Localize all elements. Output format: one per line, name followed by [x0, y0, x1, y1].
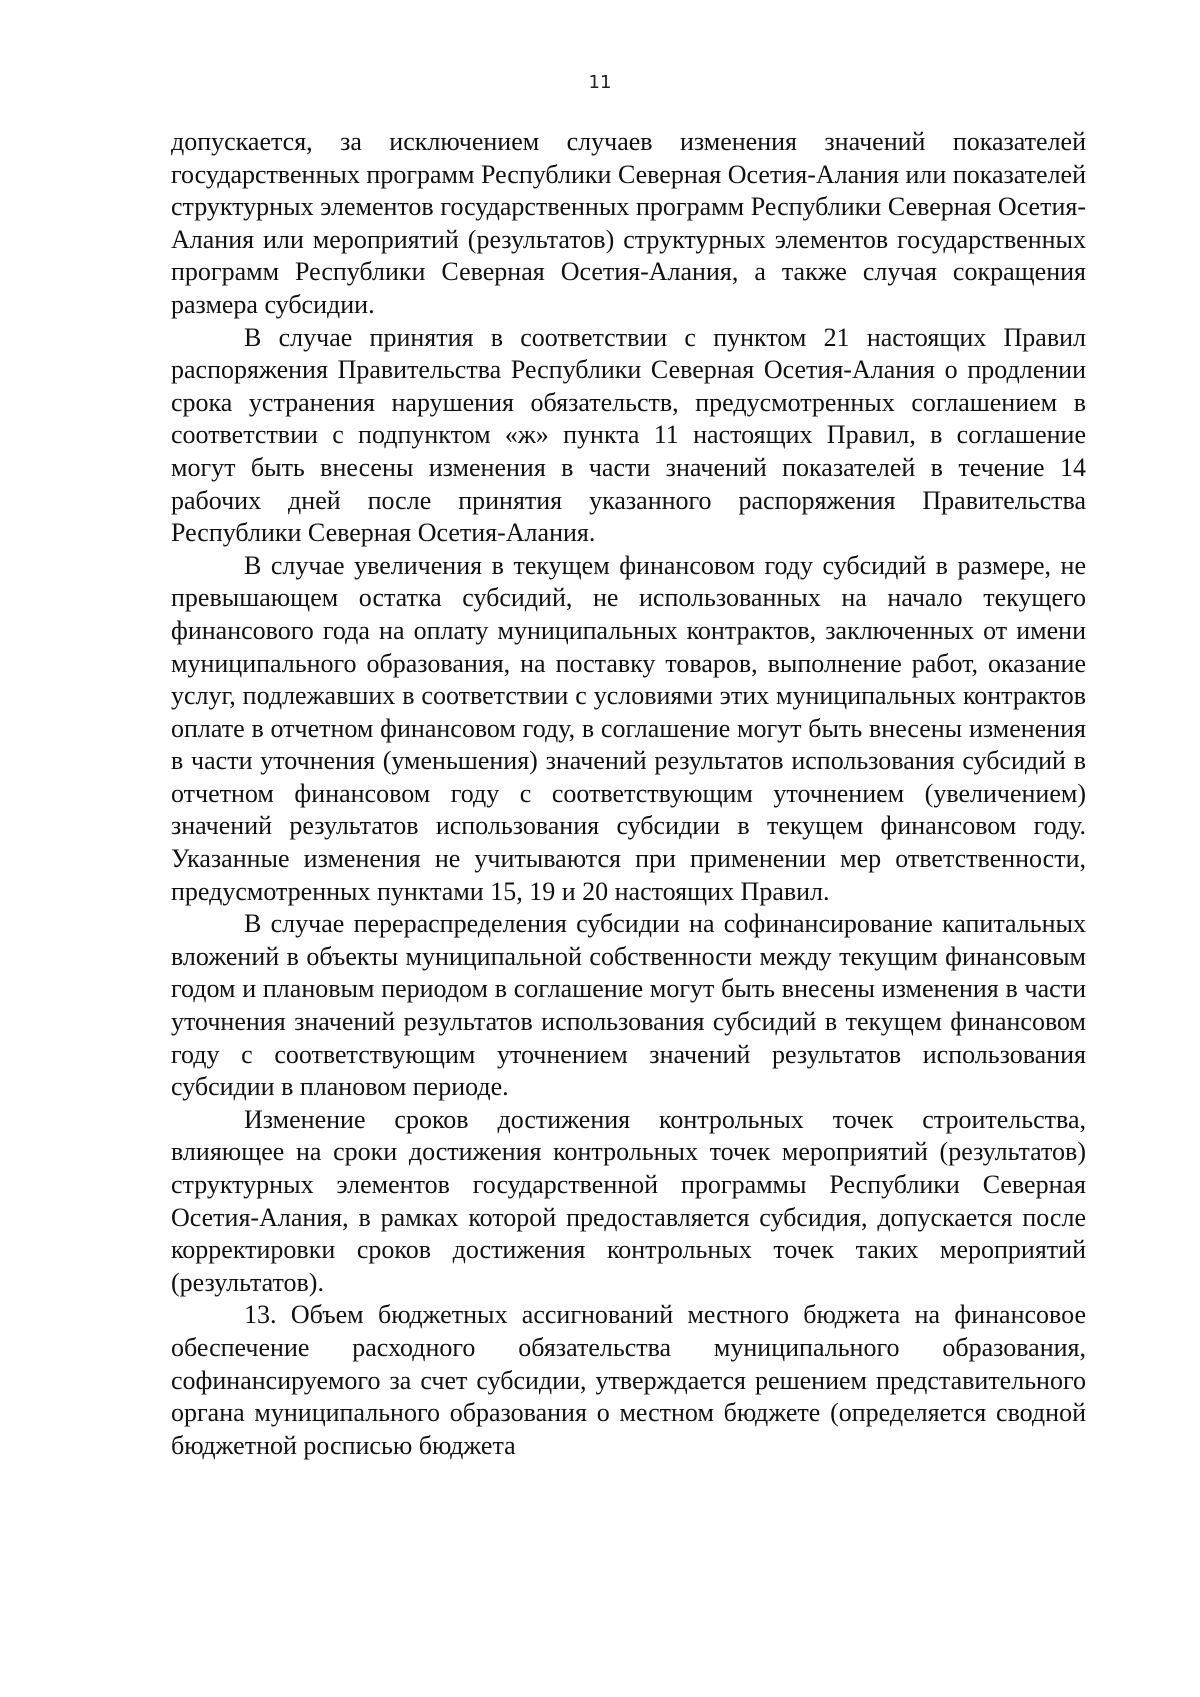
paragraph-6: 13. Объем бюджетных ассигнований местного бюджета на финансовое обеспечение расходного обязательства муниципального образования, софинансируемого за счет субсидии, утверждается решением представительного органа муниципального образования о местном бюджете (определяется сводной бюджетной росписью бюджета — [171, 1300, 1086, 1460]
paragraph-5: Изменение сроков достижения контрольных точек строительства, влияющее на сроки достижения контрольных точек мероприятий (результатов) структурных элементов государственной программы Республики Северная Осетия-Алания, в рамках которой предоставляется субсидия, допускается после корректировки сроков достижения контрольных точек таких мероприятий (результатов). — [171, 1104, 1086, 1297]
paragraph-4: В случае перераспределения субсидии на софинансирование капитальных вложений в объекты муниципальной собственности между текущим финансовым годом и плановым периодом в соглашение могут быть внесены изменения в части уточнения значений результатов использования субсидий в текущем финансовом году с соответствующим уточнением значений результатов использования субсидии в плановом периоде. — [171, 909, 1086, 1102]
paragraph-1: допускается, за исключением случаев изменения значений показателей государственных программ Республики Северная Осетия-Алания или показателей структурных элементов государственных программ Республики Северная Осетия-Алания или мероприятий (результатов) структурных элементов государственных программ Республики Северная Осетия-Алания, а также случая сокращения размера субсидии. — [171, 127, 1086, 319]
paragraph-3: В случае увеличения в текущем финансовом году субсидий в размере, не превышающем остатка субсидий, не использованных на начало текущего финансового года на оплату муниципальных контрактов, заключенных от имени муниципального образования, на поставку товаров, выполнение работ, оказание услуг, подлежавших в соответствии с условиями этих муниципальных контрактов оплате в отчетном финансовом году, в соглашение могут быть внесены изменения в части уточнения (уменьшения) значений результатов использования субсидий в отчетном финансовом году с соответствующим уточнением (увеличением) значений результатов использования субсидии в текущем финансовом году. Указанные изменения не учитываются при применении мер ответственности, предусмотренных пунктами 15, 19 и 20 настоящих Правил. — [171, 550, 1086, 906]
paragraph-2: В случае принятия в соответствии с пунктом 21 настоящих Правил распоряжения Правительства Республики Северная Осетия-Алания о продлении срока устранения нарушения обязательств, предусмотренных соглашением в соответствии с подпунктом «ж» пункта 11 настоящих Правил, в соглашение могут быть внесены изменения в части значений показателей в течение 14 рабочих дней после принятия указанного распоряжения Правительства Республики Северная Осетия-Алания. — [171, 322, 1086, 548]
page-number: 11 — [588, 72, 612, 93]
document-body — [171, 126, 1086, 1462]
